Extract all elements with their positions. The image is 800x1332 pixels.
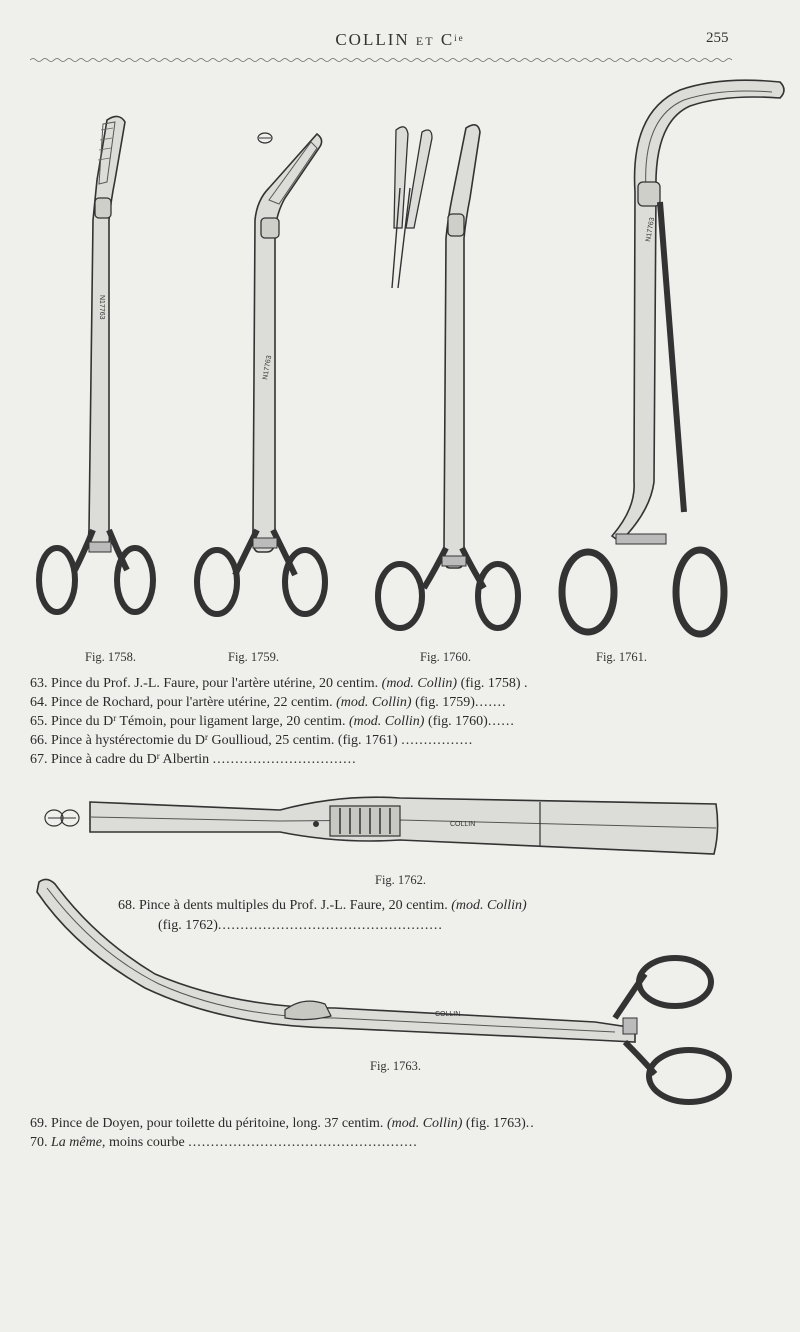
figure-1761-forceps xyxy=(550,72,790,644)
caption-fig-1762: Fig. 1762. xyxy=(375,873,427,887)
entry-69: 69. Pince de Doyen, pour toilette du péritoine, long. 37 centim. (mod. Collin) (fig. 1763).. xyxy=(30,1116,535,1131)
teeth-detail-icon xyxy=(45,810,79,826)
entry-64: 64. Pince de Rochard, pour l'artère utérine, 22 centim. (mod. Collin) (fig. 1759)....... xyxy=(30,695,507,710)
figure-1759-forceps xyxy=(185,120,335,640)
caption-fig-1761: Fig. 1761. xyxy=(596,650,648,664)
entry-63: 63. Pince du Prof. J.-L. Faure, pour l'artère utérine, 20 centim. (mod. Collin) (fig. 1758) . xyxy=(30,676,529,691)
fig-1759-marking: N17763 xyxy=(262,354,274,381)
figure-1762-forceps xyxy=(40,790,730,865)
figure-1758-forceps xyxy=(35,110,160,640)
jaw-detail-icon xyxy=(392,127,432,288)
fig-1763-marking: COLLIN xyxy=(435,1011,461,1018)
entry-70: 70. La même, moins courbe ................................................... xyxy=(30,1135,418,1150)
page-number: 255 xyxy=(706,30,729,46)
caption-fig-1758: Fig. 1758. xyxy=(85,650,137,664)
page-header-title: COLLIN ET $C^{ie}$ xyxy=(335,30,465,49)
caption-fig-1763: Fig. 1763. xyxy=(370,1059,422,1073)
entry-68: 68. Pince à dents multiples du Prof. J.-L. Faure, 20 centim. (mod. Collin) (fig. 1762).................................................. xyxy=(118,898,527,933)
figure-1760-forceps xyxy=(370,118,530,640)
entry-67: 67. Pince à cadre du $D^r$ Albertin ................................ xyxy=(30,751,357,767)
entry-65: 65. Pince du $D^r$ Témoin, pour ligament large, 20 centim. (mod. Collin) (fig. 1760)...... xyxy=(30,713,515,729)
fig-1761-marking: N17763 xyxy=(645,216,657,243)
caption-fig-1760: Fig. 1760. xyxy=(420,650,472,664)
fig-1762-marking: COLLIN xyxy=(450,821,476,828)
header-rule xyxy=(30,56,732,64)
entry-66: 66. Pince à hystérectomie du $D^r$ Goullioud, 25 centim. (fig. 1761) ................ xyxy=(30,732,474,748)
caption-fig-1759: Fig. 1759. xyxy=(228,650,280,664)
fig-1758-marking: N17763 xyxy=(98,295,105,320)
